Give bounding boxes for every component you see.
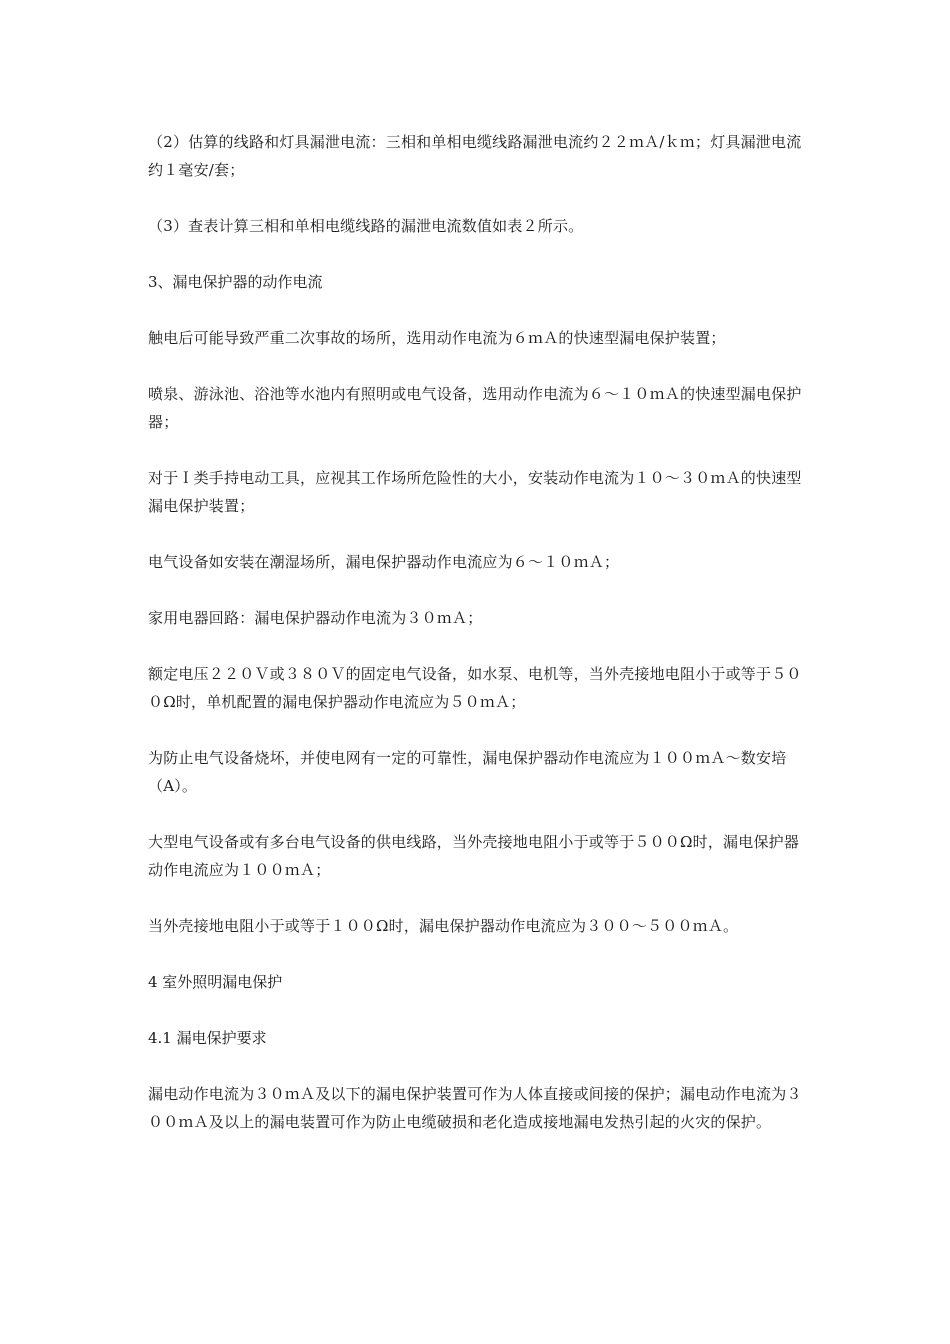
paragraph-fixed-equipment: 额定电压２２０Ｖ或３８０Ｖ的固定电气设备，如水泵、电机等，当外壳接地电阻小于或等于５００Ω时，单机配置的漏电保护器动作电流应为５０ｍＡ； bbox=[148, 665, 802, 711]
paragraph-grid-reliability: 为防止电气设备烧坏，并使电网有一定的可靠性，漏电保护器动作电流应为１００ｍＡ～数安培（A）。 bbox=[148, 749, 787, 795]
paragraph-humid-locations: 电气设备如安装在潮湿场所，漏电保护器动作电流应为６～１０ｍＡ； bbox=[148, 553, 620, 571]
paragraph-protection-requirements: 漏电动作电流为３０ｍＡ及以下的漏电保护装置可作为人体直接或间接的保护；漏电动作电流为３００ｍＡ及以上的漏电装置可作为防止电缆破损和老化造成接地漏电发热引起的火灾的保护。 bbox=[148, 1085, 802, 1131]
paragraph-pools: 喷泉、游泳池、浴池等水池内有照明或电气设备，选用动作电流为６～１０ｍＡ的快速型漏电保护器； bbox=[148, 385, 802, 431]
paragraph-leakage-estimate: （2）估算的线路和灯具漏泄电流：三相和单相电缆线路漏泄电流约２２ｍＡ/ｋｍ；灯具漏泄电流约１毫安/套； bbox=[148, 133, 802, 179]
paragraph-low-resistance: 当外壳接地电阻小于或等于１００Ω时，漏电保护器动作电流应为３００～５００ｍＡ。 bbox=[148, 917, 739, 935]
section-heading-3: 3、漏电保护器的动作电流 bbox=[148, 273, 323, 291]
paragraph-household-circuits: 家用电器回路：漏电保护器动作电流为３０ｍＡ； bbox=[148, 609, 483, 627]
paragraph-large-equipment: 大型电气设备或有多台电气设备的供电线路，当外壳接地电阻小于或等于５００Ω时，漏电保护器动作电流应为１００ｍＡ； bbox=[148, 833, 800, 879]
section-heading-4: 4 室外照明漏电保护 bbox=[148, 973, 283, 991]
subsection-heading-4-1: 4.1 漏电保护要求 bbox=[148, 1029, 267, 1047]
paragraph-table-lookup: （3）查表计算三相和单相电缆线路的漏泄电流数值如表２所示。 bbox=[148, 217, 584, 235]
document-body bbox=[148, 128, 808, 1164]
paragraph-handheld-tools: 对于Ｉ类手持电动工具，应视其工作场所危险性的大小，安装动作电流为１０～３０ｍＡ的快速型漏电保护装置； bbox=[148, 469, 802, 515]
paragraph-secondary-accident: 触电后可能导致严重二次事故的场所，选用动作电流为６ｍＡ的快速型漏电保护装置； bbox=[148, 329, 726, 347]
